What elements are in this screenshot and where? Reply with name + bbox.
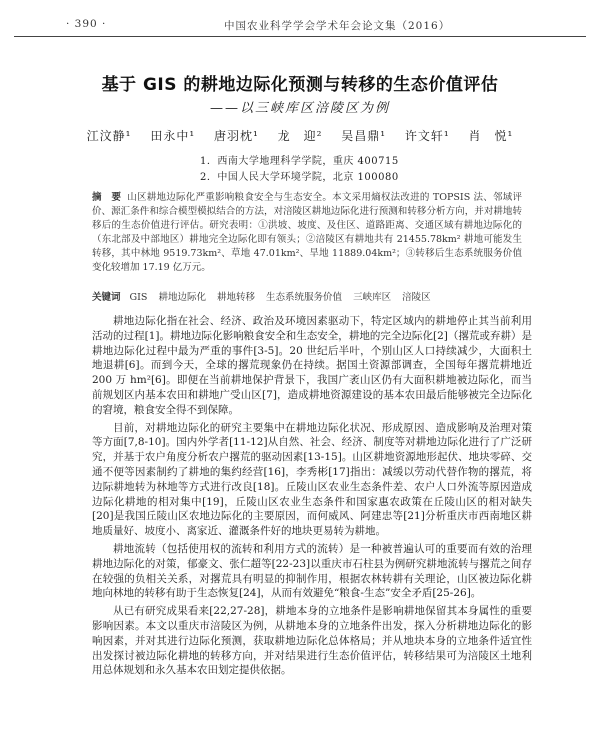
author: 田永中¹ (150, 129, 196, 143)
keywords-label: 关键词 (92, 292, 121, 303)
keywords (92, 289, 522, 303)
running-header (14, 16, 586, 37)
paragraph: 耕地边际化指在社会、经济、政治及环境因素驱动下，特定区域内的耕地停止其当前利用活动的过程[1]。耕地边际化影响粮食安全和生态安全，耕地的完全边际化[2]（撂荒或弃耕）是耕地边际化过程中最为严重的事件[3-5]。20 世纪后半叶，个别山区人口持续减少，大面积土地退耕[6]。而到今天，全球的撂荒现象仍在持续。据国土资源部调查，全国每年撂荒耕地近 200 万 hm²[6]。即便在当前耕地保护背景下，我国广袤山区仍有大面积耕地被边际化，而当前规划区内基本农田和耕地广受山区[7]，造成耕地资源建设的基本农田最后能够被完全边际化的窘境，粮食安全得不到保障。 (92, 315, 532, 416)
keyword: GIS (129, 292, 148, 303)
author: 肖 悦¹ (468, 129, 514, 143)
abstract-text: 山区耕地边际化严重影响粮食安全与生态安全。本文采用熵权法改进的 TOPSIS 法、邻域评价、源汇条件和综合模型模拟结合的方法，对涪陵区耕地边际化进行预测和转移分析方向，并对耕地转移后的生态价值进行评估。研究表明：①洪坡、坡度、及住区、道路距离、交通区域有耕地边际化的（东北部及中部地区）耕地完全边际化即有领头；②涪陵区有耕地共有 21455.78km² 耕地可能发生转移，其中林地 9519.73km²、草地 47.01km²、旱地 11889.04km²；③转移后生态系统服务价值变化较增加 17.19 亿万元。 (92, 192, 522, 273)
keyword: 耕地转移 (216, 292, 255, 303)
author: 许文轩¹ (404, 129, 450, 143)
conference-title: 中国农业科学学会学术年会论文集（2016） (224, 20, 451, 32)
paragraph: 从已有研究成果看来[22,27-28]，耕地本身的立地条件是影响耕地保留其本身属性的重要影响因素。本文以重庆市涪陵区为例，从耕地本身的立地条件出发，探入分析耕地边际化的影响因素，并对其进行边际化预测，获取耕地边际化总体格局；并从地块本身的立地条件适宜性出发探讨被边际化耕地的转移方向，并对结果进行生态价值评估，转移结果可为涪陵区土地利用总体规划和永久基本农田划定提供依据。 (92, 605, 532, 677)
affiliation: 1．西南大学地理科学学院，重庆 400715 (200, 156, 399, 167)
paragraph: 耕地流转（包括使用权的流转和利用方式的流转）是一种被普遍认可的重要而有效的治理耕地边际化的对策，郁豪文、张仁超等[22-23]以重庆市石柱县为例研究耕地流转与撂荒之间存在较强的负相关关系，对撂荒具有明显的抑制作用，根据农林转耕有关理论，山区被边际化耕地向林地的转移有助于生态恢复[24]，从而有效避免“粮食-生态”安全矛盾[25-26]。 (92, 542, 532, 600)
author: 龙 迎² (277, 129, 323, 143)
paper-title: 基于 GIS 的耕地边际化预测与转移的生态价值评估 (101, 75, 499, 95)
body-text (92, 314, 532, 681)
affiliation: 2．中国人民大学环境学院，北京 100080 (200, 172, 399, 183)
author: 吴昌鼎¹ (341, 129, 387, 143)
keyword: 三峡库区 (353, 292, 392, 303)
keyword: 涪陵区 (402, 292, 431, 303)
page-number: · 390 · (66, 18, 107, 30)
author-list (40, 127, 560, 144)
keyword: 生态系统服务价值 (266, 292, 343, 303)
keyword: 耕地边际化 (158, 292, 206, 303)
abstract (92, 191, 522, 275)
paragraph: 目前，对耕地边际化的研究主要集中在耕地边际化状况、形成原因、造成影响及治理对策等方面[7,8-10]。国内外学者[11-12]从自然、社会、经济、制度等对耕地边际化进行了广泛研究，并基于农户角度分析农户撂荒的驱动因素[13-15]。山区耕地资源地形起伏、地块零碎、交通不便等因素制约了耕地的集约经营[16]，李秀彬[17]指出：减缓以劳动代替作物的撂荒，将边际耕地转为林地等方式进行改良[18]。丘陵山区农业生态条件差、农户人口外流等原因造成边际化耕地的相对集中[19]，丘陵山区农业生态条件和国家惠农政策在丘陵山区的相对缺失[20]是我国丘陵山区农地边际化的主要原因，而何威风、阿建忠等[21]分析重庆市西南地区耕地质量好、坡度小、离家近、灌溉条件好的地块更易转为耕地。 (92, 421, 532, 538)
paper-subtitle: ——以三峡库区涪陵区为例 (209, 101, 390, 116)
author: 唐羽枕¹ (213, 129, 259, 143)
abstract-label: 摘 要 (92, 192, 122, 203)
author: 江汶静¹ (86, 129, 132, 143)
